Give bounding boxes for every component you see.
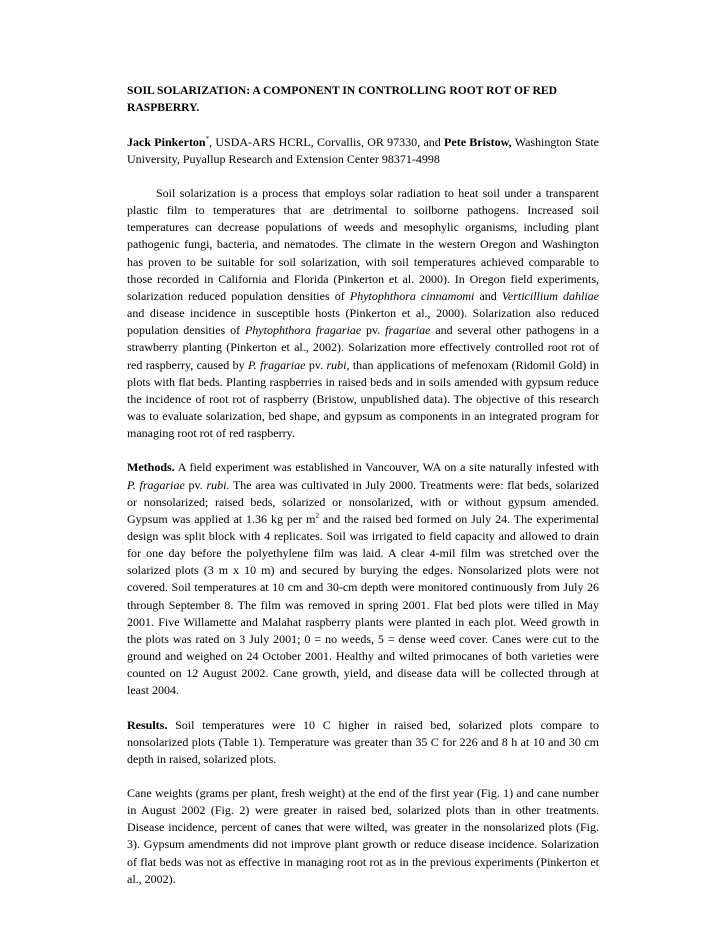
species-name: Verticillium dahliae [501,288,599,303]
species-name: P. fragariae [247,357,306,372]
author-name: Pete Bristow, [444,135,512,149]
section-heading: Results. [127,717,168,732]
paper-page [127,82,599,888]
body-text: pv. [361,323,386,338]
body-text: Soil solarization is a process that employs solar radiation to heat soil under a transparent plastic film to temperatures that are detrimental to soilborne pathogens. Increased soil temperatures can decrease populations of weeds and mesophylic organisms, including plant pathogenic fungi, bacteria, and nematodes. The climate in the western Oregon and Washington has proven to be suitable for soil solarization, with soil temperatures achieved comparable to those recorded in California and Florida (Pinkerton et al. 2000). In Oregon field experiments, solarization reduced population densities of [127,186,599,303]
body-text: Soil temperatures were 10 C higher in raised bed, solarized plots compare to nonsolarized plots (Table 1). Temperature was greater than 35 C for 226 and 8 h at 10 and 30 cm depth in raised, solarized plots. [127,717,599,766]
body-text: and several other pathogens in a strawberry planting (Pinkerton et al., 2002). Solarization more effectively controlled root rot of red raspberry, caused by [127,323,599,372]
methods-paragraph [127,459,599,699]
body-text: and the raised bed formed on July 24. The experimental design was split block with 4 replicates. Soil was irrigated to field capacity and allowed to drain for one day before the polyethylene film was laid. A clear 4-mil film was stretched over the solarized plots (3 m x 10 m) and secured by burying the edges. Nonsolarized plots were not covered. Soil temperatures at 10 cm and 30-cm depth were monitored continuously from July 26 through September 8. The film was removed in spring 2001. Flat bed plots were tilled in May 2001. Five Willamette and Malahat raspberry plants were planted in each plot. Weed growth in the plots was rated on 3 July 2001; 0 = no weeds, 5 = dense weed cover. Canes were cut to the ground and weighed on 24 October 2001. Healthy and wilted primocanes of both varieties were counted on 12 August 2002. Cane growth, yield, and disease data will be collected through at least 2004. [127,511,600,698]
author-footnote-mark: * [205,135,210,143]
body-text: and [474,288,502,303]
species-name: rubi, [326,357,350,372]
author-affiliation: , USDA-ARS HCRL, Corvallis, OR 97330, and [209,135,445,149]
results-paragraph-2 [127,785,599,888]
species-name: P. fragariae [127,477,185,492]
section-heading: Methods. [127,460,175,475]
intro-paragraph [127,185,599,442]
body-text: than applications of mefenoxam (Ridomil Gold) in plots with flat beds. Planting raspberries in raised beds and in soils amended with gypsum reduce the incidence of root rot of raspberry (Bristow, unpublished data). The objective of this research was to evaluate solarization, bed shape, and gypsum as components in an integrated program for managing root rot of red raspberry. [127,357,599,441]
author-block [127,134,599,168]
body-text: A field experiment was established in Vancouver, WA on a site naturally infested with [174,460,599,475]
paper-title: SOIL SOLARIZATION: A COMPONENT IN CONTROLLING ROOT ROT OF RED RASPBERRY. [127,84,558,114]
results-paragraph [127,717,599,768]
superscript: 2 [315,511,319,520]
species-name: Phytophthora cinnamomi [349,288,475,303]
species-name: rubi. [206,477,230,492]
body-text: The area was cultivated in July 2000. Treatments were: flat beds, solarized or nonsolarized; raised beds, solarized or nonsolarized, with or without gypsum amended. Gypsum was applied at 1.36 kg per m [127,477,599,526]
author-affiliation: Washington State University, Puyallup Research and Extension Center 98371-4998 [127,135,599,166]
body-text: and disease incidence in susceptible hosts (Pinkerton et al., 2000). Solarization also reduced population densities of [127,306,599,338]
body-text: pv. [184,477,207,492]
species-name: fragariae [385,323,431,338]
species-name: Phytophthora fragariae [244,323,362,338]
body-text: pv. [305,357,327,372]
body-text: Cane weights (grams per plant, fresh weight) at the end of the first year (Fig. 1) and cane number in August 2002 (Fig. 2) were greater in raised bed, solarized plots than in other treatments. Disease incidence, percent of canes that were wilted, was greater in the nonsolarized plots (Fig. 3). Gypsum amendments did not improve plant growth or reduce disease incidence. Solarization of flat beds was not as effective in managing root rot as in the previous experiments (Pinkerton et al., 2002). [127,786,599,886]
author-name: Jack Pinkerton [127,135,206,149]
